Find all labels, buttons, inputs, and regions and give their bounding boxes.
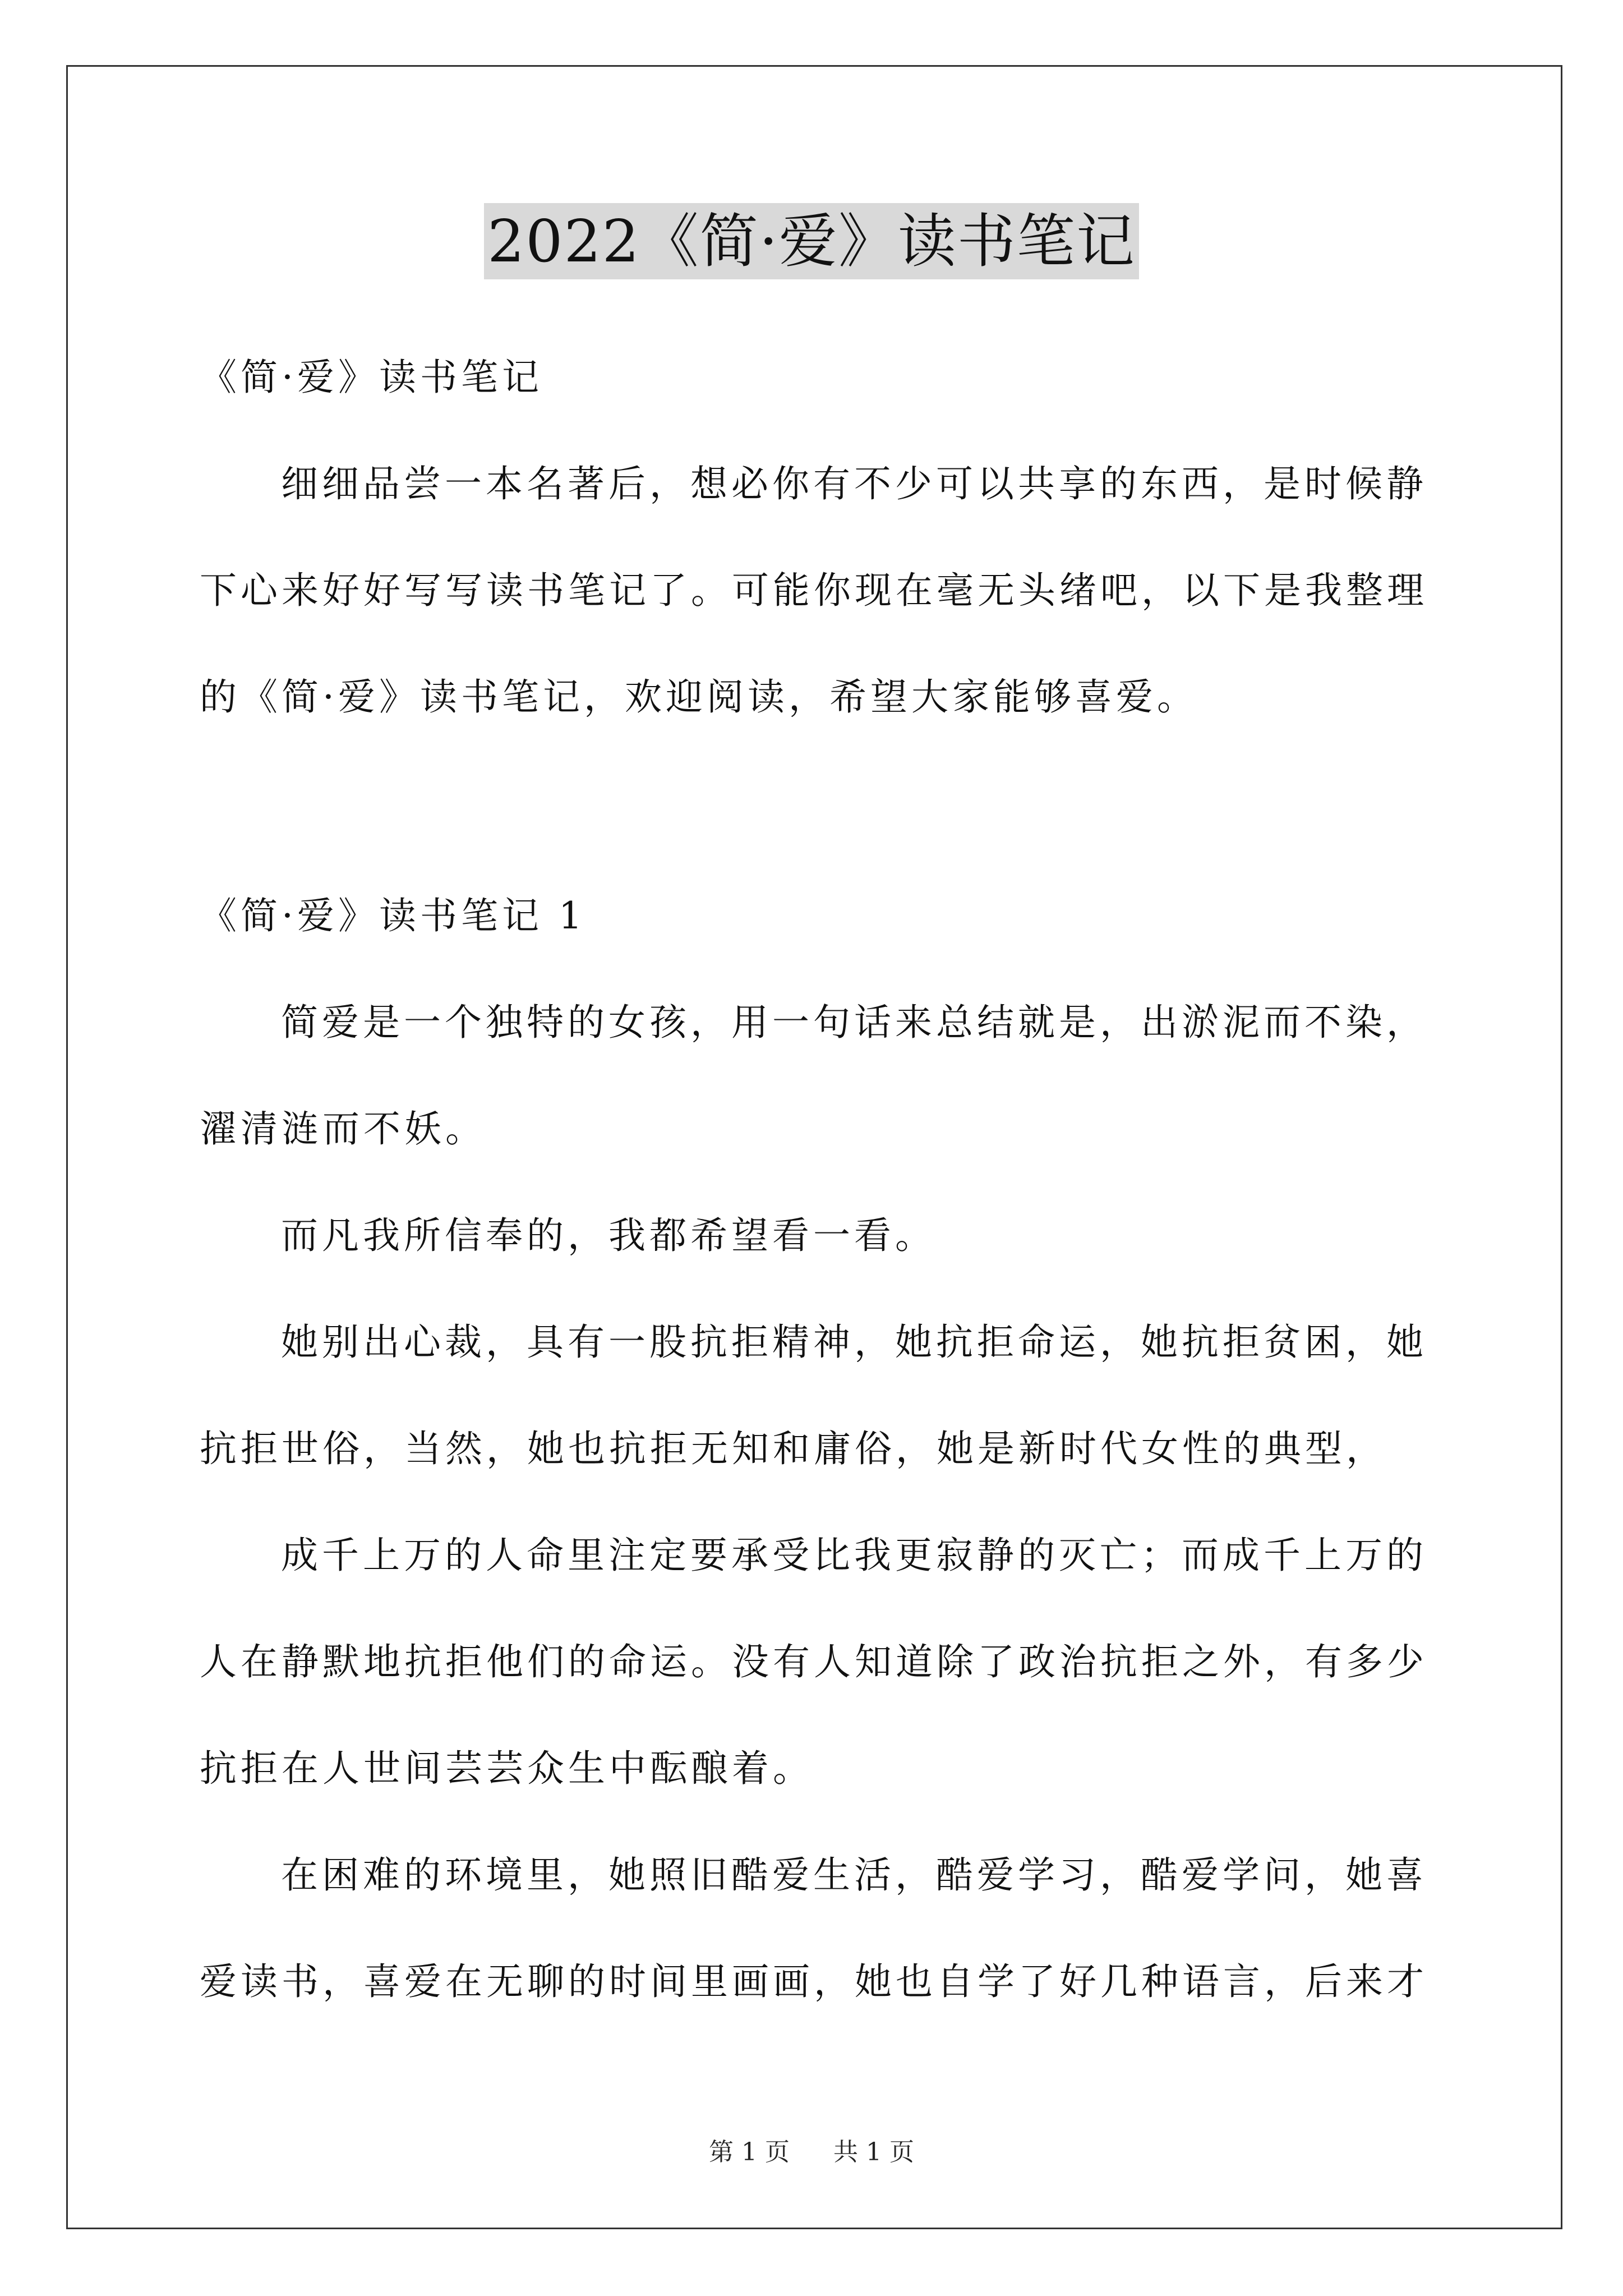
title-container [0, 203, 1623, 279]
page-number: 第 1 页 [709, 2138, 790, 2166]
section1-paragraph: 她别出心裁，具有一股抗拒精神，她抗拒命运，她抗拒贫困，她抗拒世俗，当然，她也抗拒无知和庸俗，她是新时代女性的典型， [200, 1320, 1427, 1470]
section1-paragraph: 在困难的环境里，她照旧酷爱生活，酷爱学习，酷爱学问，她喜爱读书，喜爱在无聊的时间里画画，她也自学了好几种语言，后来才 [200, 1853, 1428, 2003]
section1-paragraph: 而凡我所信奉的，我都希望看一看。 [281, 1214, 936, 1257]
page-footer [0, 2132, 1623, 2168]
section1-heading: 《简·爱》读书笔记 1 [200, 894, 586, 937]
section1-paragraph: 简爱是一个独特的女孩，用一句话来总结就是，出淤泥而不染，濯清涟而不妖。 [200, 1001, 1427, 1151]
intro-section [200, 324, 1429, 751]
page-total: 共 1 页 [833, 2138, 914, 2166]
section-1 [200, 863, 1429, 2035]
document-title: 2022《简·爱》读书笔记 [484, 203, 1139, 279]
intro-paragraph: 细细品尝一本名著后，想必你有不少可以共享的东西，是时候静下心来好好写写读书笔记了。可能你现在毫无头绪吧，以下是我整理的《简·爱》读书笔记，欢迎阅读，希望大家能够喜爱。 [200, 462, 1428, 719]
section1-paragraph: 成千上万的人命里注定要承受比我更寂静的灭亡；而成千上万的人在静默地抗拒他们的命运。没有人知道除了政治抗拒之外，有多少抗拒在人世间芸芸众生中酝酿着。 [200, 1534, 1428, 1790]
intro-heading: 《简·爱》读书笔记 [200, 356, 543, 399]
